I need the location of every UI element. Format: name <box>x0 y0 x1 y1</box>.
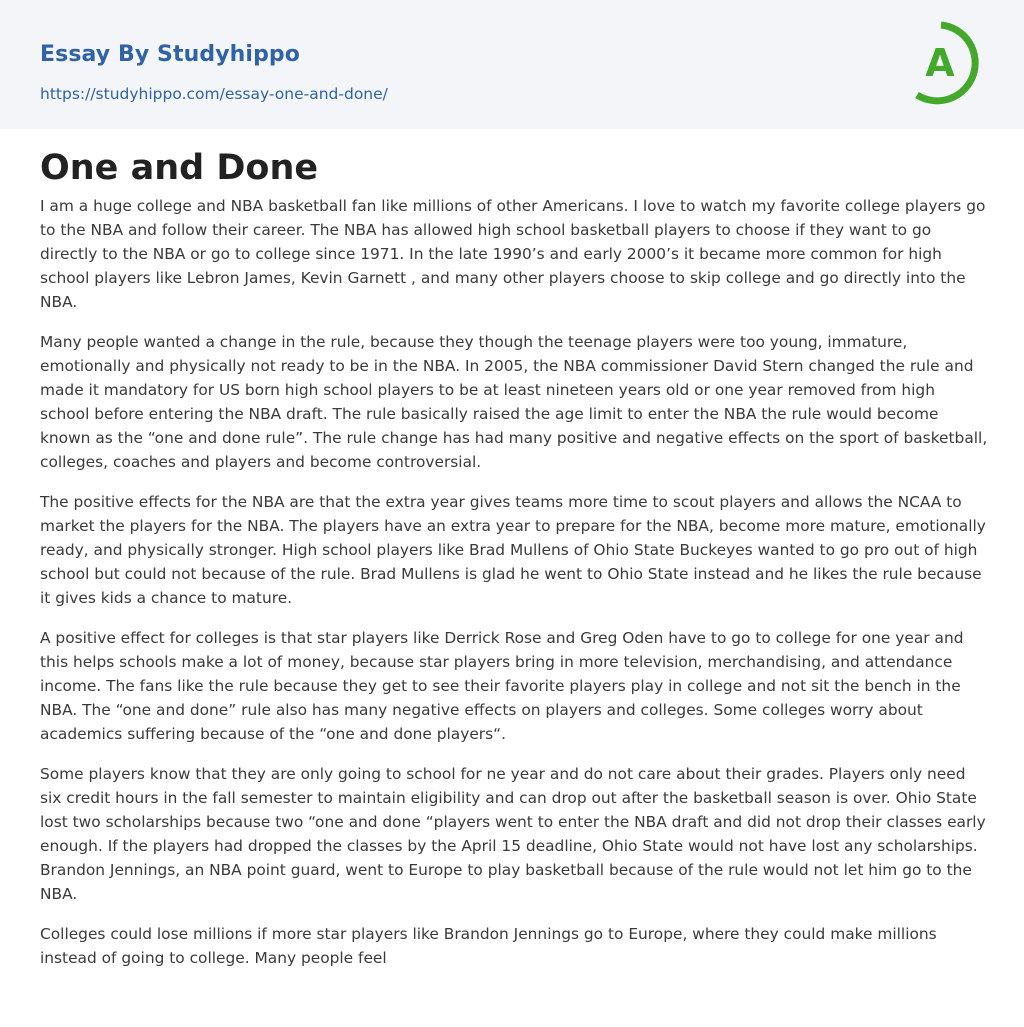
logo-letter: A <box>925 41 955 85</box>
essay-url-link[interactable]: https://studyhippo.com/essay-one-and-done/ <box>40 85 388 103</box>
paragraph: Some players know that they are only going to school for ne year and do not care about their grades. Players only need six credit hours in the fall semester to maintain eligibility and can drop out after the basketball season is over. Ohio State lost two scholarships because two “one and done “players went to enter the NBA draft and did not drop their classes early enough. If the players had dropped the classes by the April 15 deadline, Ohio State would not have lost any scholarships. Brandon Jennings, an NBA point guard, went to Europe to play basketball because of the rule would not let him go to the NBA. <box>40 765 986 903</box>
studyhippo-logo-icon[interactable] <box>897 19 985 107</box>
paragraph: Colleges could lose millions if more star players like Brandon Jennings go to Europe, where they could make millions instead of going to college. Many people feel <box>40 925 937 967</box>
paragraph: I am a huge college and NBA basketball fan like millions of other Americans. I love to watch my favorite college players go to the NBA and follow their career. The NBA has allowed high school basketball players to choose if they want to go directly to the NBA or go to college since 1971. In the late 1990’s and early 2000’s it became more common for high school players like Lebron James, Kevin Garnett , and many other players choose to skip college and go directly into the NBA. <box>40 197 986 311</box>
paragraph: Many people wanted a change in the rule, because they though the teenage players were too young, immature, emotionally and physically not ready to be in the NBA. In 2005, the NBA commissioner David Stern changed the rule and made it mandatory for US born high school players to be at least nineteen years old or one year removed from high school before entering the NBA draft. The rule basically raised the age limit to enter the NBA the rule would become known as the “one and done rule”. The rule change has had many positive and negative effects on the sport of basketball, colleges, coaches and players and become controversial. <box>40 333 988 471</box>
paragraph: The positive effects for the NBA are that the extra year gives teams more time to scout players and allows the NCAA to market the players for the NBA. The players have an extra year to prepare for the NBA, become more mature, emotionally ready, and physically stronger. High school players like Brad Mullens of Ohio State Buckeyes wanted to go pro out of high school but could not because of the rule. Brad Mullens is glad he went to Ohio State instead and he likes the rule because it gives kids a chance to mature. <box>40 493 986 607</box>
page-title: One and Done <box>40 148 319 188</box>
paragraph: A positive effect for colleges is that star players like Derrick Rose and Greg Oden have to go to college for one year and this helps schools make a lot of money, because star players bring in more television, merchandising, and attendance income. The fans like the rule because they get to see their favorite players play in college and not sit the bench in the NBA. The “one and done” rule also has many negative effects on players and colleges. Some colleges worry about academics suffering because of the “one and done players“. <box>40 629 964 743</box>
site-brand[interactable]: Essay By Studyhippo <box>40 42 300 67</box>
essay-body <box>40 194 988 986</box>
